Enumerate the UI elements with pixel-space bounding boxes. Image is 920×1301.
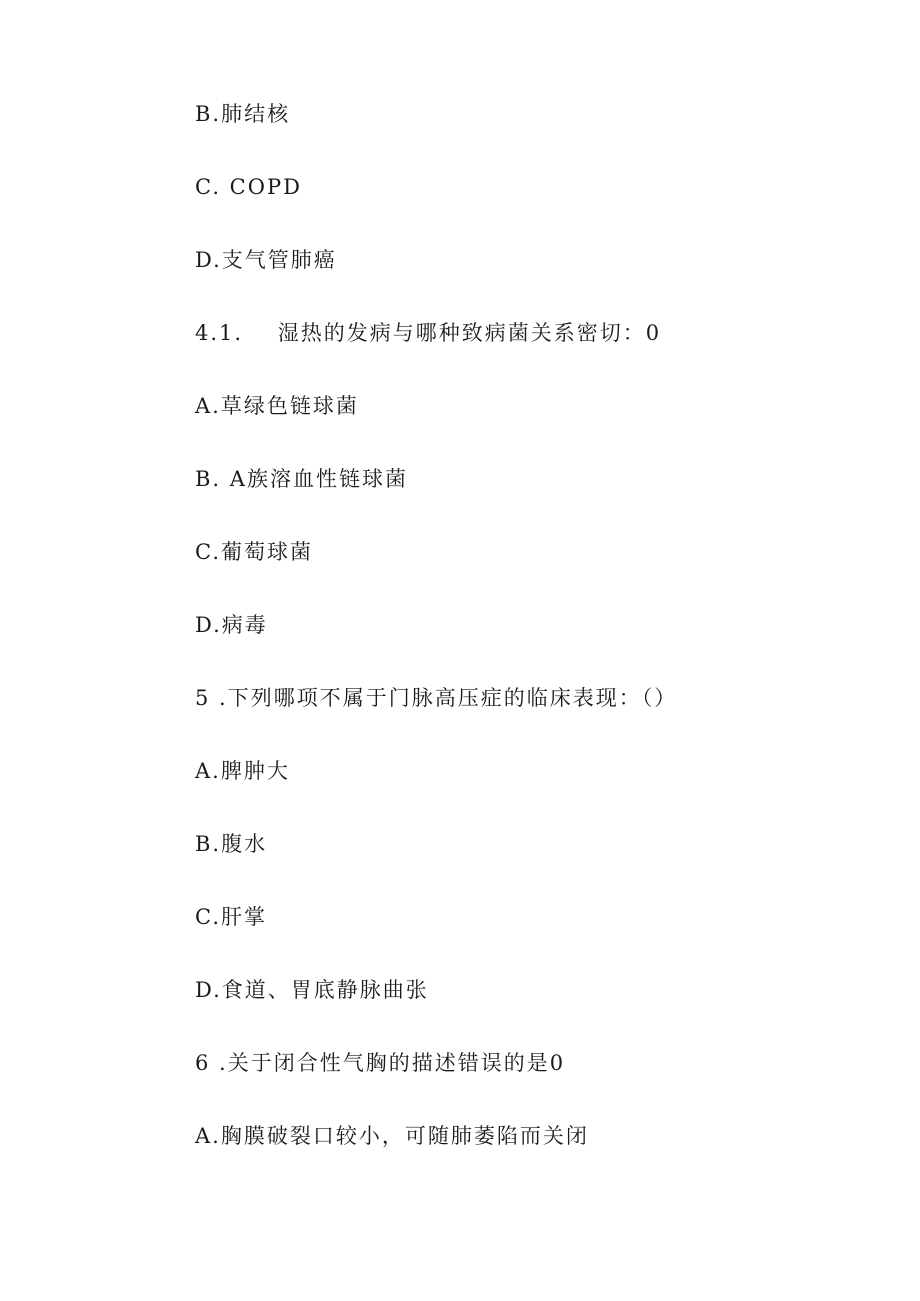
option-a-pleural-rupture: A.胸膜破裂口较小，可随肺萎陷而关闭 <box>195 1124 589 1148</box>
option-c-staphylococcus: C.葡萄球菌 <box>195 540 313 564</box>
question-5: 5 .下列哪项不属于门脉高压症的临床表现：（） <box>195 686 678 710</box>
option-b-tuberculosis: B.肺结核 <box>195 102 291 126</box>
option-d-virus: D.病毒 <box>195 613 268 637</box>
option-b-group-a-strep: B. A族溶血性链球菌 <box>195 467 408 491</box>
option-a-viridans-strep: A.草绿色链球菌 <box>195 394 359 418</box>
option-d-lung-cancer: D.支气管肺癌 <box>195 248 337 272</box>
option-c-copd: C. COPD <box>195 175 302 199</box>
option-b-ascites: B.腹水 <box>195 832 268 856</box>
option-c-palmar-erythema: C.肝掌 <box>195 905 267 929</box>
question-4-1: 4.1. 湿热的发病与哪种致病菌关系密切：0 <box>195 321 662 345</box>
question-6: 6 .关于闭合性气胸的描述错误的是0 <box>195 1051 566 1075</box>
option-a-splenomegaly: A.脾肿大 <box>195 759 290 783</box>
option-d-varices: D.食道、胃底静脉曲张 <box>195 978 429 1002</box>
